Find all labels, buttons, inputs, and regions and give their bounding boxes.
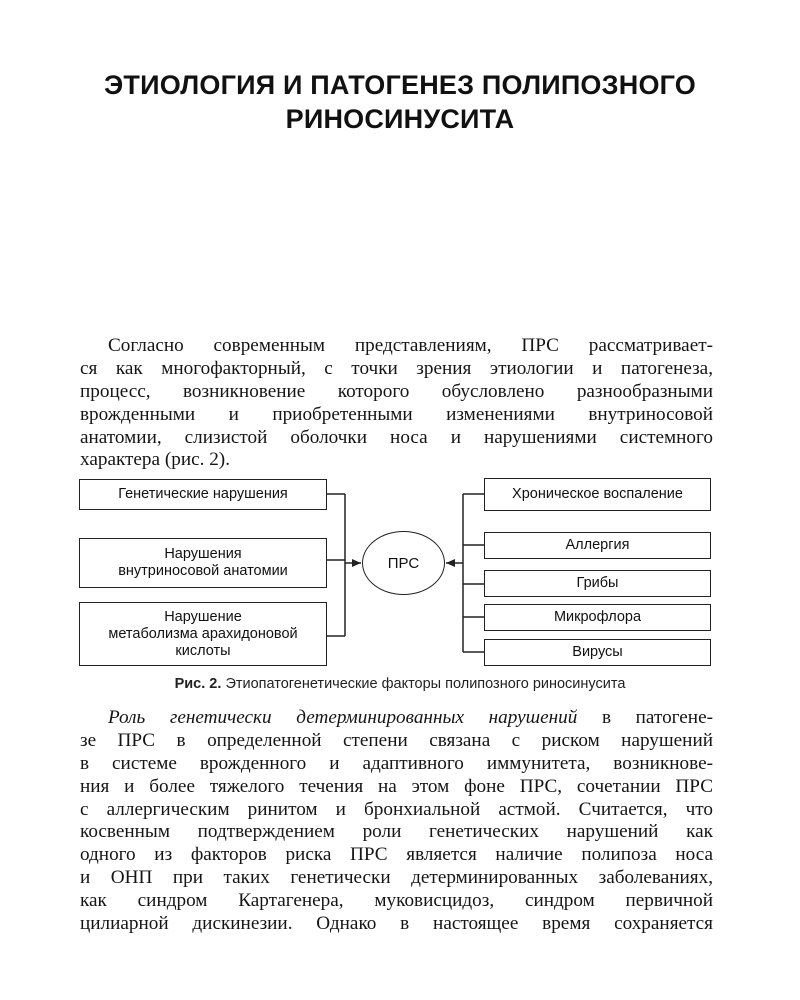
genetics-paragraph — [80, 707, 713, 936]
factor-allergy — [484, 532, 711, 559]
factor-fungi — [484, 570, 711, 597]
genetics-line: цилиарной дискинезии. Однако в настоящее время сохраняется — [80, 913, 713, 935]
factor-chronic-inflammation-label: Хроническое воспаление — [512, 486, 683, 502]
figure-caption-label: Рис. 2. — [174, 676, 222, 692]
genetics-line: в системе врожденного и адаптивного иммунитета, возникнове- — [80, 752, 713, 774]
factor-anatomy-label: Нарушения внутриносовой анатомии — [118, 546, 288, 579]
genetics-first-line — [80, 707, 713, 730]
factor-viruses-label: Вирусы — [572, 644, 623, 660]
intro-line: процесс, возникновение которого обусловлено разнообразными — [80, 380, 713, 402]
center-prs-node — [362, 531, 445, 595]
factor-genetic-label: Генетические нарушения — [118, 486, 288, 502]
factor-fungi-label: Грибы — [576, 575, 619, 591]
figure-caption-text: Этиопатогенетические факторы полипозного риносинусита — [225, 676, 626, 692]
intro-line: ся как многофакторный, с точки зрения этиологии и патогенеза, — [80, 357, 713, 379]
factor-anatomy — [79, 538, 327, 588]
genetics-line: косвенным подтверждением роли генетических нарушений как — [80, 821, 713, 843]
factor-allergy-label: Аллергия — [565, 537, 630, 553]
intro-line: врожденными и приобретенными изменениями внутриносовой — [80, 403, 713, 425]
chapter-title-line-2: РИНОСИНУСИТА — [285, 104, 515, 134]
figure-caption — [0, 676, 800, 692]
factor-genetic — [79, 479, 327, 510]
intro-line: характера (рис. 2). — [80, 449, 230, 471]
factor-microflora — [484, 604, 711, 631]
genetics-line: зе ПРС в определенной степени связана с риском нарушений — [80, 729, 713, 751]
genetics-line: как синдром Картагенера, муковисцидоз, синдром первичной — [80, 890, 713, 912]
factor-metabolism-label: Нарушение метаболизма арахидоновой кислоты — [108, 608, 298, 659]
factor-microflora-label: Микрофлора — [553, 609, 642, 625]
intro-line: Согласно современным представлениям, ПРС рассматривает- — [108, 335, 713, 356]
center-prs-label: ПРС — [387, 554, 420, 572]
intro-line: анатомии, слизистой оболочки носа и нарушениями системного — [80, 426, 713, 448]
factor-chronic-inflammation — [484, 478, 711, 511]
chapter-title-line-1: ЭТИОЛОГИЯ И ПАТОГЕНЕЗ ПОЛИПОЗНОГО — [104, 70, 696, 100]
factor-metabolism — [79, 602, 327, 666]
genetics-first-line-rest: в патогене- — [601, 707, 713, 728]
genetics-italic-phrase: Роль генетически детерминированных нарушений — [108, 707, 578, 728]
genetics-line: одного из факторов риска ПРС является наличие полипоза носа — [80, 844, 713, 866]
factor-viruses — [484, 639, 711, 666]
genetics-line: ния и более тяжелого течения на этом фоне ПРС, сочетании ПРС — [80, 775, 713, 797]
genetics-line: с аллергическим ринитом и бронхиальной астмой. Считается, что — [80, 798, 713, 820]
genetics-line: и ОНП при таких генетически детерминированных заболеваниях, — [80, 867, 713, 889]
